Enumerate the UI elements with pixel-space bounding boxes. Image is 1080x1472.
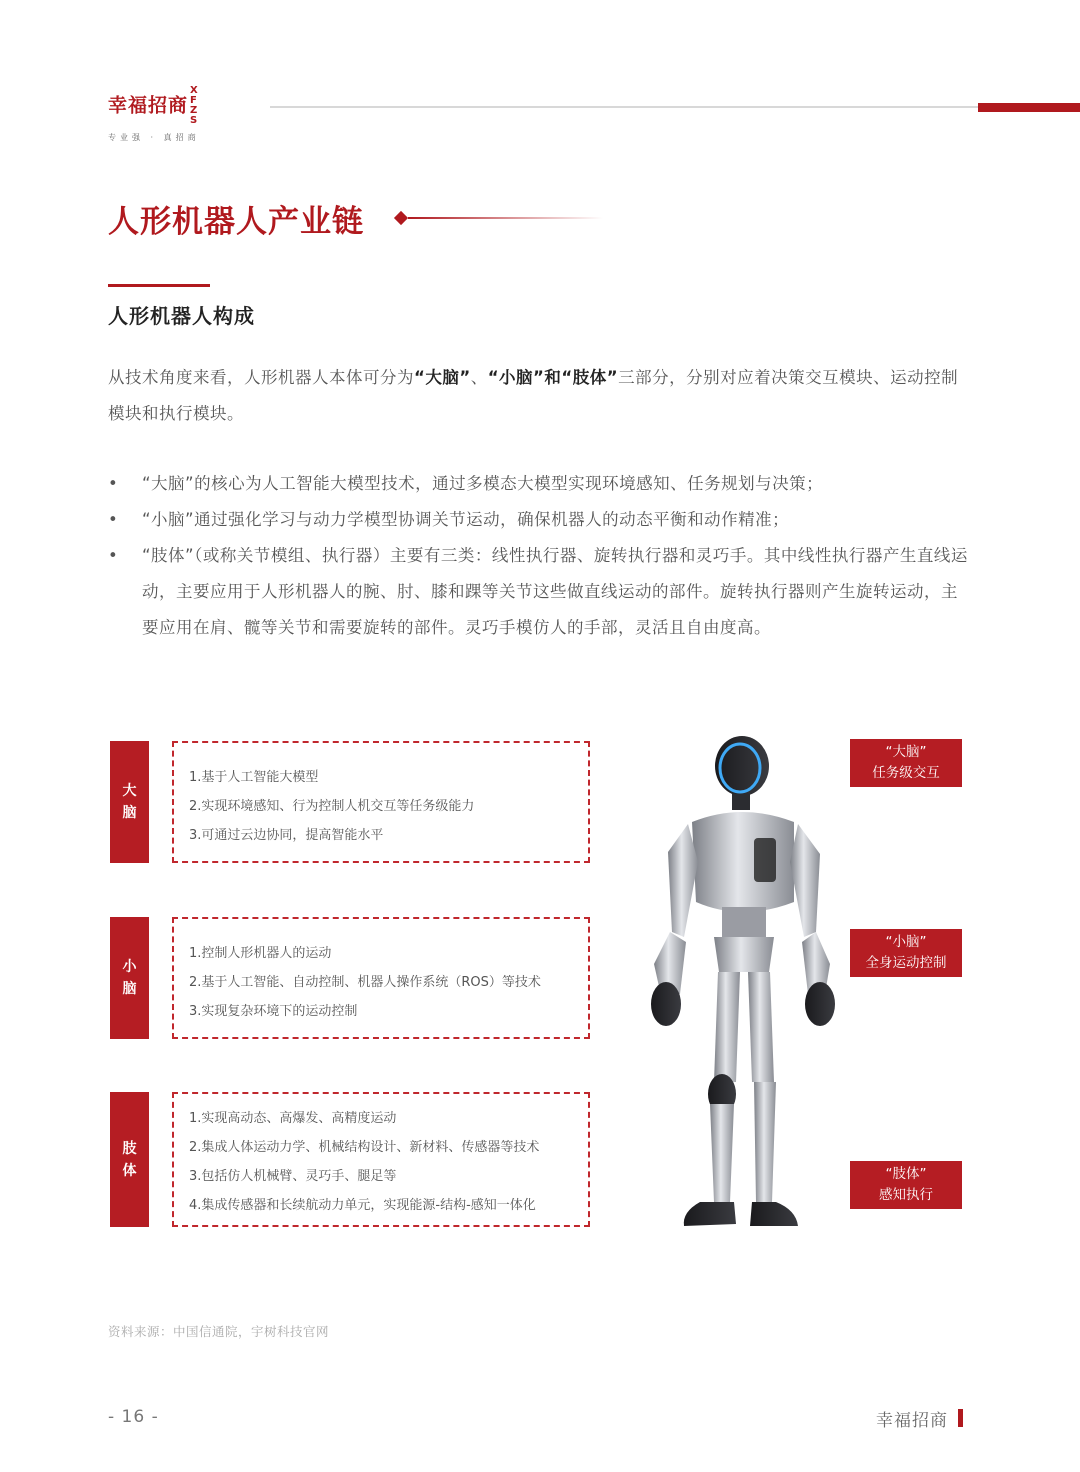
bullet-icon: • — [108, 474, 119, 493]
robot-label-limbs: “肢体” 感知执行 — [850, 1161, 962, 1209]
tag-cerebellum: 小脑 — [110, 917, 149, 1039]
limbs-feature-box — [172, 1092, 590, 1227]
humanoid-robot-image — [644, 732, 844, 1242]
page-number: - 16 - — [108, 1407, 159, 1427]
tag-limbs: 肢体 — [110, 1092, 149, 1227]
cerebellum-feature-box — [172, 917, 590, 1039]
bullet-icon: • — [108, 546, 119, 565]
footer-brand: 幸福招商 — [876, 1411, 948, 1431]
list-item: • “大脑”的核心为人工智能大模型技术，通过多模态大模型实现环境感知、任务规划与决策； — [108, 466, 970, 502]
list-item: • “小脑”通过强化学习与动力学模型协调关节运动，确保机器人的动态平衡和动作精准； — [108, 502, 970, 538]
feature-item: 2.基于人工智能、自动控制、机器人操作系统（ROS）等技术 — [189, 975, 541, 990]
feature-item: 4.集成传感器和长续航动力单元，实现能源-结构-感知一体化 — [189, 1198, 536, 1213]
intro-paragraph: 从技术角度来看，人形机器人本体可分为“大脑”、“小脑”和“肢体”三部分，分别对应着决策交互模块、运动控制模块和执行模块。 — [108, 368, 959, 423]
feature-item: 2.实现环境感知、行为控制人机交互等任务级能力 — [189, 799, 475, 814]
footer-accent-bar — [958, 1409, 963, 1427]
bullet-icon: • — [108, 510, 119, 529]
brand-logo — [108, 86, 204, 143]
header-divider — [270, 106, 978, 108]
title-decoration — [394, 210, 604, 226]
bullet-list — [108, 466, 970, 646]
section-accent-bar — [108, 284, 210, 287]
feature-item: 3.包括仿人机械臂、灵巧手、腿足等 — [189, 1169, 397, 1184]
brain-feature-box — [172, 741, 590, 863]
feature-item: 1.实现高动态、高爆发、高精度运动 — [189, 1111, 397, 1126]
feature-item: 2.集成人体运动力学、机械结构设计、新材料、传感器等技术 — [189, 1140, 540, 1155]
tag-brain: 大脑 — [110, 741, 149, 863]
logo-text: 幸福招商 — [108, 94, 189, 117]
source-note: 资料来源：中国信通院，宇树科技官网 — [108, 1324, 330, 1339]
feature-item: 1.控制人形机器人的运动 — [189, 946, 332, 961]
logo-slogan: 专业强 · 真招商 — [108, 133, 200, 142]
page-title: 人形机器人产业链 — [108, 204, 364, 240]
list-item: • “肢体”（或称关节模组、执行器）主要有三类：线性执行器、旋转执行器和灵巧手。其中线性执行器产生直线运动，主要应用于人形机器人的腕、肘、膝和踝等关节这些做直线运动的部件。旋转执行器则产生旋转运动，主要应用在肩、髋等关节和需要旋转的部件。灵巧手模仿人的手部，灵活且自由度高。 — [108, 538, 970, 646]
section-title: 人形机器人构成 — [108, 304, 255, 328]
feature-item: 3.实现复杂环境下的运动控制 — [189, 1004, 358, 1019]
robot-label-brain: “大脑” 任务级交互 — [850, 739, 962, 787]
diamond-icon — [394, 211, 408, 225]
feature-item: 1.基于人工智能大模型 — [189, 770, 319, 785]
logo-mark: XFZS — [190, 85, 199, 126]
robot-label-cerebellum: “小脑” 全身运动控制 — [850, 929, 962, 977]
feature-item: 3.可通过云边协同，提高智能水平 — [189, 828, 384, 843]
header-accent-bar — [978, 103, 1080, 112]
